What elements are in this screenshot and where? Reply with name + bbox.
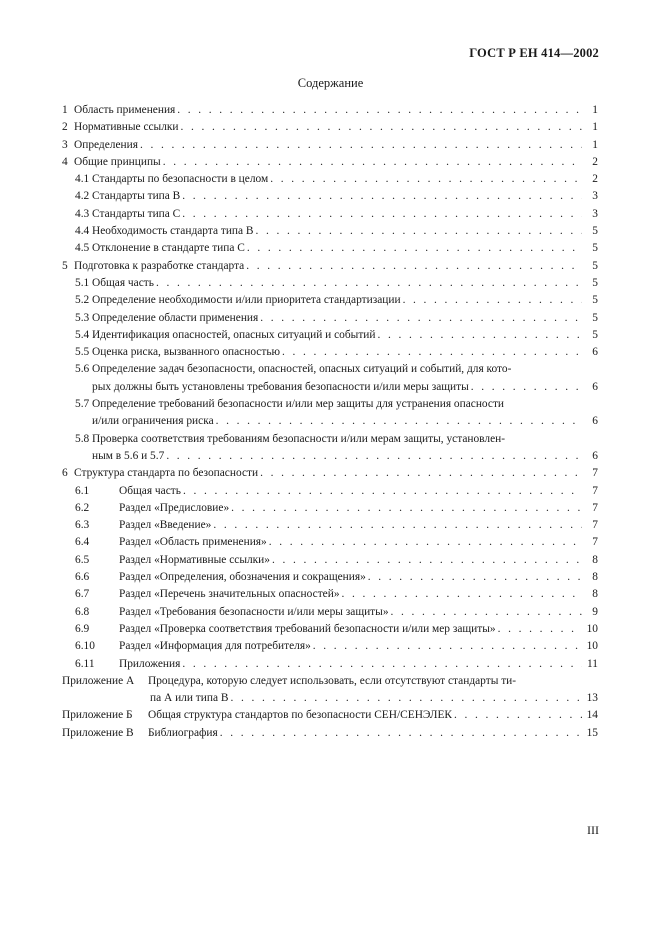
toc-entry-number: 6.5 <box>75 553 90 566</box>
toc-entry <box>62 154 598 171</box>
toc-entry-page: 6 <box>592 346 598 359</box>
toc-entry-title: Стандарты по безопасности в целом <box>92 173 269 186</box>
toc-entry-number: 6.8 <box>75 605 90 618</box>
toc-entry-number: 6.7 <box>75 588 90 601</box>
toc-entry <box>62 569 598 586</box>
dot-leader <box>156 275 582 292</box>
toc-entry <box>62 621 598 638</box>
dot-leader <box>182 656 582 673</box>
toc-entry-title: Подготовка к разработке стандарта <box>74 259 245 272</box>
toc-entry-page: 10 <box>586 640 598 653</box>
dot-leader <box>231 500 582 517</box>
toc-entry-number: Приложение Б <box>62 709 133 722</box>
dot-leader <box>246 258 582 275</box>
dot-leader <box>391 604 582 621</box>
dot-leader <box>282 344 582 361</box>
toc-entry-page: 5 <box>592 294 598 307</box>
dot-leader <box>270 171 582 188</box>
dot-leader <box>403 292 582 309</box>
toc-entry <box>62 707 598 724</box>
toc-entry-number: Приложение В <box>62 726 134 739</box>
toc-entry-number: 4.1 <box>75 173 90 186</box>
toc-entry-number: 2 <box>62 121 68 134</box>
dot-leader <box>260 310 582 327</box>
toc-entry <box>62 396 598 413</box>
toc-entry <box>62 586 598 603</box>
toc-entry <box>62 240 598 257</box>
toc-entry <box>62 188 598 205</box>
toc-entry-title: Структура стандарта по безопасности <box>74 467 259 480</box>
toc-entry <box>62 483 598 500</box>
toc-entry-number: 3 <box>62 138 68 151</box>
dot-leader <box>183 483 582 500</box>
toc-entry-page: 7 <box>592 519 598 532</box>
toc-entry <box>62 310 598 327</box>
toc-entry-title: Раздел «Определения, обозначения и сокращения» <box>119 571 366 584</box>
dot-leader <box>471 379 582 396</box>
toc-entry-title: Общая часть <box>92 276 154 289</box>
toc-entry <box>62 275 598 292</box>
toc-entry-number: 5 <box>62 259 68 272</box>
toc-entry-title: Стандарты типа В <box>92 190 181 203</box>
toc-entry-continuation <box>62 379 598 396</box>
toc-entry-number: 5.7 <box>75 398 90 411</box>
dot-leader <box>247 240 582 257</box>
dot-leader <box>498 621 582 638</box>
toc-entry-page: 8 <box>592 553 598 566</box>
toc-entry-title: Определение области применения <box>92 311 259 324</box>
toc-entry <box>62 292 598 309</box>
dot-leader <box>182 206 582 223</box>
toc-entry-page: 7 <box>592 501 598 514</box>
toc-entry <box>62 656 598 673</box>
dot-leader <box>454 707 582 724</box>
dot-leader <box>213 517 582 534</box>
toc-entry <box>62 431 598 448</box>
table-of-contents <box>62 102 598 742</box>
dot-leader <box>272 552 582 569</box>
toc-entry-page: 13 <box>586 692 598 705</box>
dot-leader <box>342 586 582 603</box>
toc-entry <box>62 517 598 534</box>
toc-entry-number: 6.10 <box>75 640 95 653</box>
toc-entry-number: 5.3 <box>75 311 90 324</box>
toc-entry-page: 9 <box>592 605 598 618</box>
dot-leader <box>181 119 582 136</box>
toc-entry-title: Общая структура стандартов по безопасности СЕН/СЕНЭЛЕК <box>148 709 452 722</box>
toc-entry-title: Раздел «Введение» <box>119 519 212 532</box>
dot-leader <box>368 569 582 586</box>
toc-entry-page: 6 <box>592 380 598 393</box>
toc-entry <box>62 465 598 482</box>
dot-leader <box>269 534 582 551</box>
toc-entry <box>62 604 598 621</box>
toc-entry-page: 7 <box>592 467 598 480</box>
toc-entry-title: Область применения <box>74 104 176 116</box>
toc-entry-number: 6.3 <box>75 519 90 532</box>
toc-entry-number: 5.8 <box>75 432 90 445</box>
toc-entry-title: Необходимость стандарта типа В <box>92 225 254 238</box>
toc-entry-number: 5.2 <box>75 294 90 307</box>
dot-leader <box>260 465 582 482</box>
toc-entry <box>62 638 598 655</box>
toc-entry <box>62 534 598 551</box>
toc-entry <box>62 223 598 240</box>
toc-entry-title: Общие принципы <box>74 155 161 168</box>
toc-entry-title: Раздел «Требования безопасности и/или меры защиты» <box>119 605 389 618</box>
toc-entry-page: 3 <box>592 207 598 220</box>
toc-entry-title: Определение требований безопасности и/или мер защиты для устранения опасности <box>92 398 505 411</box>
toc-entry-title: Нормативные ссылки <box>74 121 179 134</box>
toc-entry <box>62 344 598 361</box>
toc-entry-title: Стандарты типа С <box>92 207 181 220</box>
toc-entry <box>62 137 598 154</box>
toc-entry-number: 4.4 <box>75 225 90 238</box>
toc-entry-title: Проверка соответствия требованиям безопасности и/или мерам защиты, установлен- <box>92 432 506 445</box>
toc-entry-title: Раздел «Информация для потребителя» <box>119 640 311 653</box>
toc-entry-title: Раздел «Предисловие» <box>119 501 230 514</box>
toc-entry-title: Раздел «Перечень значительных опасностей» <box>119 588 340 601</box>
toc-entry <box>62 102 598 119</box>
toc-entry-title: Приложения <box>119 657 181 670</box>
toc-entry-number: 5.6 <box>75 363 90 376</box>
toc-entry-number: 5.4 <box>75 328 90 341</box>
toc-entry-number: 6.4 <box>75 536 90 549</box>
toc-entry-page: 10 <box>586 622 598 635</box>
toc-entry-title: Оценка риска, вызванного опасностью <box>92 346 281 359</box>
toc-entry <box>62 500 598 517</box>
toc-entry-page: 6 <box>592 415 598 428</box>
page-number: III <box>587 823 599 837</box>
toc-entry-title: Определение задач безопасности, опасностей, опасных ситуаций и событий, для кото- <box>92 363 512 376</box>
toc-entry-number: 4.2 <box>75 190 90 203</box>
toc-entry-page: 15 <box>586 726 598 739</box>
toc-entry <box>62 171 598 188</box>
toc-entry-page: 6 <box>592 449 598 462</box>
toc-entry-number: 6.6 <box>75 571 90 584</box>
dot-leader <box>140 137 582 154</box>
dot-leader <box>220 725 582 742</box>
toc-entry-title: Раздел «Область применения» <box>119 536 267 549</box>
toc-entry-number: 5.1 <box>75 276 90 289</box>
toc-entry-page: 2 <box>592 155 598 168</box>
toc-entry <box>62 361 598 378</box>
toc-entry-page: 5 <box>592 225 598 238</box>
toc-entry-number: 6 <box>62 467 68 480</box>
toc-entry-page: 11 <box>587 657 598 670</box>
toc-entry-page: 5 <box>592 259 598 272</box>
toc-entry-title-continued: рых должны быть установлены требования безопасности и/или меры защиты <box>92 380 469 393</box>
toc-entry-continuation <box>62 413 598 430</box>
page-title: Содержание <box>297 76 364 90</box>
toc-entry-page: 5 <box>592 328 598 341</box>
toc-entry-number: Приложение А <box>62 674 135 687</box>
toc-entry-title: Определение необходимости и/или приоритета стандартизации <box>92 294 401 307</box>
toc-entry-page: 1 <box>592 121 598 134</box>
toc-entry-page: 1 <box>592 138 598 151</box>
toc-entry <box>62 206 598 223</box>
dot-leader <box>177 102 582 119</box>
toc-entry-title-continued: и/или ограничения риска <box>92 415 214 428</box>
toc-entry <box>62 725 598 742</box>
dot-leader <box>182 188 582 205</box>
toc-entry-page: 8 <box>592 588 598 601</box>
dot-leader <box>216 413 582 430</box>
toc-entry-number: 6.1 <box>75 484 90 497</box>
toc-entry-page: 7 <box>592 484 598 497</box>
dot-leader <box>230 690 582 707</box>
toc-entry-page: 5 <box>592 242 598 255</box>
toc-entry-page: 5 <box>592 311 598 324</box>
toc-entry-number: 5.5 <box>75 346 90 359</box>
toc-entry-page: 14 <box>586 709 598 722</box>
toc-entry-page: 2 <box>592 173 598 186</box>
toc-entry-title: Отклонение в стандарте типа С <box>92 242 245 255</box>
dot-leader <box>313 638 582 655</box>
toc-entry-page: 3 <box>592 190 598 203</box>
toc-entry-number: 6.11 <box>75 657 95 670</box>
toc-entry-title: Раздел «Проверка соответствия требований безопасности и/или мер защиты» <box>119 622 496 635</box>
toc-entry <box>62 327 598 344</box>
toc-entry-number: 6.9 <box>75 622 90 635</box>
dot-leader <box>163 154 582 171</box>
toc-entry-number: 4.5 <box>75 242 90 255</box>
dot-leader <box>166 448 582 465</box>
toc-entry-number: 4.3 <box>75 207 90 220</box>
toc-entry <box>62 673 598 690</box>
toc-entry <box>62 552 598 569</box>
dot-leader <box>256 223 582 240</box>
toc-entry <box>62 119 598 136</box>
toc-entry-continuation <box>62 690 598 707</box>
toc-entry-page: 8 <box>592 571 598 584</box>
toc-entry-page: 1 <box>592 104 598 116</box>
toc-entry <box>62 258 598 275</box>
toc-entry-title: Библиография <box>148 726 218 739</box>
toc-entry-number: 4 <box>62 155 68 168</box>
toc-entry-continuation <box>62 448 598 465</box>
toc-entry-page: 7 <box>592 536 598 549</box>
toc-entry-title: Идентификация опасностей, опасных ситуаций и событий <box>92 328 376 341</box>
toc-entry-title: Раздел «Нормативные ссылки» <box>119 553 270 566</box>
toc-entry-number: 1 <box>62 104 68 116</box>
toc-entry-title: Определения <box>74 138 138 151</box>
document-code: ГОСТ Р ЕН 414—2002 <box>469 46 599 60</box>
toc-entry-title: Общая часть <box>119 484 181 497</box>
toc-entry-number: 6.2 <box>75 501 90 514</box>
toc-entry-title-continued: ным в 5.6 и 5.7 <box>92 449 165 462</box>
toc-entry-title-continued: па А или типа В <box>150 692 229 705</box>
dot-leader <box>378 327 583 344</box>
toc-entry-page: 5 <box>592 276 598 289</box>
toc-entry-title: Процедура, которую следует использовать, если отсутствуют стандарты ти- <box>148 674 517 687</box>
